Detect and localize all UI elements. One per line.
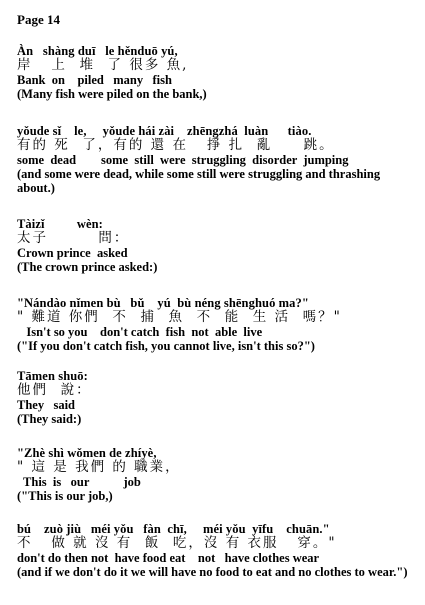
gloss-line: They said	[17, 398, 76, 412]
chinese-line: 有的 死 了，有的 還 在 掙 扎 亂 跳。	[17, 137, 335, 153]
english-line: ("If you don't catch fish, you cannot live, isn't this so?")	[17, 339, 315, 353]
pinyin-line: Tàizǐ wèn:	[17, 217, 103, 231]
pinyin-line: "Nándào nǐmen bù bǔ yú bù néng shēnghuó ma?"	[17, 296, 309, 310]
pinyin-line: Àn shàng duī le hěnduō yú,	[17, 44, 178, 58]
chinese-line: " 這 是 我們 的 職業，	[17, 459, 181, 475]
pinyin-line: yǒude sǐ le, yǒude hái zài zhēngzhá luàn tiào.	[17, 124, 312, 138]
gloss-line: Isn't so you don't catch fish not able live	[17, 325, 263, 339]
gloss-line: Bank on piled many fish	[17, 73, 172, 87]
gloss-line: This is our job	[17, 475, 141, 489]
passage-1	[17, 44, 417, 101]
english-line: ("This is our job,)	[17, 489, 113, 503]
gloss-line: Crown prince asked	[17, 246, 128, 260]
pinyin-line: Tāmen shuō:	[17, 369, 88, 383]
english-line: (They said:)	[17, 412, 82, 426]
pinyin-line: bú zuò jiù méi yǒu fàn chī, méi yǒu yīfu chuān."	[17, 522, 330, 536]
english-line: (The crown prince asked:)	[17, 260, 158, 274]
chinese-line: 岸 上 堆 了 很多 魚,	[17, 57, 189, 73]
chinese-line: 太子 問：	[17, 230, 130, 246]
gloss-line: don't do then not have food eat not have clothes wear	[17, 551, 320, 565]
passage-6	[17, 446, 417, 503]
english-line: (Many fish were piled on the bank,)	[17, 87, 207, 101]
chinese-line: 不 做 就 沒 有 飯 吃，沒 有 衣服 穿。"	[17, 535, 337, 551]
english-line: (and some were dead, while some still were struggling and thrashing about.)	[17, 167, 381, 195]
english-line: (and if we don't do it we will have no food to eat and no clothes to wear.")	[17, 565, 408, 579]
passage-4	[17, 296, 417, 353]
passage-3	[17, 217, 417, 274]
passage-7	[17, 522, 417, 579]
chinese-line: 他們 說：	[17, 382, 92, 398]
page-number: Page 14	[17, 12, 60, 27]
passage-5	[17, 369, 417, 426]
passage-2	[17, 124, 417, 195]
chinese-line: " 難道 你們 不 捕 魚 不 能 生 活 嗎？"	[17, 309, 342, 325]
pinyin-line: "Zhè shì wǒmen de zhíyè,	[17, 446, 157, 460]
gloss-line: some dead some still were struggling disorder jumping	[17, 153, 349, 167]
